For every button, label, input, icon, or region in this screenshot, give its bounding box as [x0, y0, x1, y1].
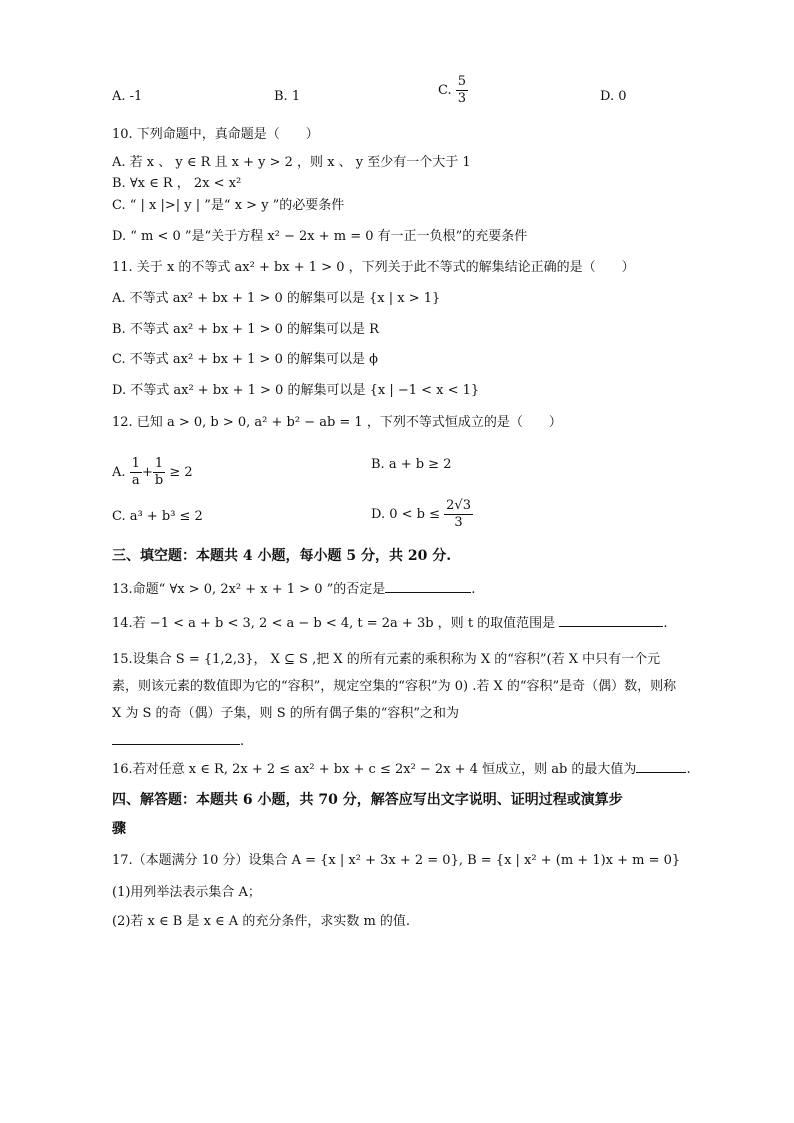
q15-end: .	[240, 734, 245, 749]
q15-answer-line	[112, 732, 244, 751]
q11-option-d: D. 不等式 ax² + bx + 1 > 0 的解集可以是 {x | −1 < x < 1}	[112, 383, 480, 398]
q13-text: 13.命题“ ∀x > 0, 2x² + x + 1 > 0 ”的否定是	[112, 582, 386, 597]
section-4-heading-cont: 骤	[112, 821, 126, 837]
q14	[112, 614, 667, 633]
q12-option-d-fraction	[444, 498, 473, 531]
fraction-numerator: 1	[153, 456, 165, 473]
q17-part-2: (2)若 x ∈ B 是 x ∈ A 的充分条件，求实数 m 的值.	[112, 914, 411, 929]
q10-option-d: D. “ m < 0 ”是“关于方程 x² − 2x + m = 0 有一正一负根”的充要条件	[112, 229, 528, 244]
q10-option-b: B. ∀x ∈ R ， 2x < x²	[112, 176, 242, 191]
q17-stem: 17.（本题满分 10 分）设集合 A = {x | x² + 3x + 2 = 0}, B = {x | x² + (m + 1)x + m = 0}	[112, 853, 681, 868]
fraction-numerator: 1	[131, 456, 140, 471]
q9-option-d: D. 0	[600, 89, 627, 104]
q9-option-b: B. 1	[274, 89, 301, 104]
q12-option-a-fraction-2	[153, 456, 165, 489]
q9-option-c-label: C.	[438, 83, 452, 98]
q14-end: .	[663, 616, 668, 631]
q12-options-ab	[112, 446, 684, 486]
q12-option-a	[112, 456, 193, 489]
q10-option-a: A. 若 x 、 y ∈ R 且 x + y > 2 ，则 x 、 y 至少有一个大于 1	[112, 155, 471, 170]
q12-option-d-prefix: D. 0 < b ≤	[371, 507, 440, 522]
q11-option-c: C. 不等式 ax² + bx + 1 > 0 的解集可以是 ϕ	[112, 352, 378, 367]
q12-option-a-relation: ≥ 2	[169, 465, 193, 480]
fraction-denominator: 3	[454, 515, 463, 530]
q10-stem: 10. 下列命题中，真命题是（ ）	[112, 127, 319, 142]
q16-text: 16.若对任意 x ∈ R, 2x + 2 ≤ ax² + bx + c ≤ 2x² − 2x + 4 恒成立，则 ab 的最大值为	[112, 762, 637, 777]
fraction-numerator: 2√3	[446, 498, 471, 513]
q11-option-a: A. 不等式 ax² + bx + 1 > 0 的解集可以是 {x | x > 1}	[112, 291, 441, 306]
q9-option-a: A. -1	[112, 89, 143, 104]
fraction-numerator: 5	[457, 74, 467, 89]
q9-option-c	[438, 74, 468, 107]
fraction-denominator: 3	[457, 91, 467, 106]
q15-text: 15.设集合 S = {1,2,3}， X ⊆ S ,把 X 的所有元素的乘积称为 X 的“容积”(若 X 中只有一个元素，则该元素的数值即为它的“容积”，规定空集的“容积”为 0) .若 X 的“容积”是奇（偶）数，则称 X 为 S 的奇（偶）子集，则 S 的所有偶子集的“容积”之和为	[112, 652, 677, 721]
q16	[112, 760, 691, 779]
q15-answer-blank[interactable]	[112, 732, 240, 745]
q12-options-cd	[112, 498, 684, 538]
q15	[112, 646, 684, 727]
q12-option-c: C. a³ + b³ ≤ 2	[112, 509, 203, 524]
q12-option-b: B. a + b ≥ 2	[371, 457, 452, 472]
q11-stem: 11. 关于 x 的不等式 ax² + bx + 1 > 0 ，下列关于此不等式的解集结论正确的是（ ）	[112, 260, 635, 275]
q13-answer-blank[interactable]	[385, 580, 471, 593]
fraction-denominator: b	[154, 473, 164, 488]
q14-text: 14.若 −1 < a + b < 3, 2 < a − b < 4, t = 2a + 3b ，则 t 的取值范围是	[112, 616, 556, 631]
fraction-denominator: a	[131, 473, 140, 488]
q9-option-c-fraction	[456, 74, 468, 107]
section-4-heading: 四、解答题：本题共 6 小题，共 70 分，解答应写出文字说明、证明过程或演算步	[112, 792, 623, 808]
q17-part-1: (1)用列举法表示集合 A；	[112, 885, 261, 900]
q12-option-a-label: A.	[112, 465, 126, 480]
q13	[112, 580, 475, 599]
q13-end: .	[471, 582, 476, 597]
q12-option-a-fraction-1	[130, 456, 142, 489]
q16-answer-blank[interactable]	[636, 760, 686, 773]
q14-answer-blank[interactable]	[559, 614, 663, 627]
q10-option-c: C. “ | x |>| y | ”是“ x > y ”的必要条件	[112, 198, 345, 213]
plus-sign: +	[141, 465, 153, 480]
q12-option-d	[371, 498, 473, 531]
q16-end: .	[686, 762, 691, 777]
q11-option-b: B. 不等式 ax² + bx + 1 > 0 的解集可以是 R	[112, 322, 379, 337]
section-3-heading: 三、填空题：本题共 4 小题，每小题 5 分，共 20 分.	[112, 548, 452, 564]
q12-stem: 12. 已知 a > 0, b > 0, a² + b² − ab = 1 ，下列不等式恒成立的是（ ）	[112, 415, 562, 430]
